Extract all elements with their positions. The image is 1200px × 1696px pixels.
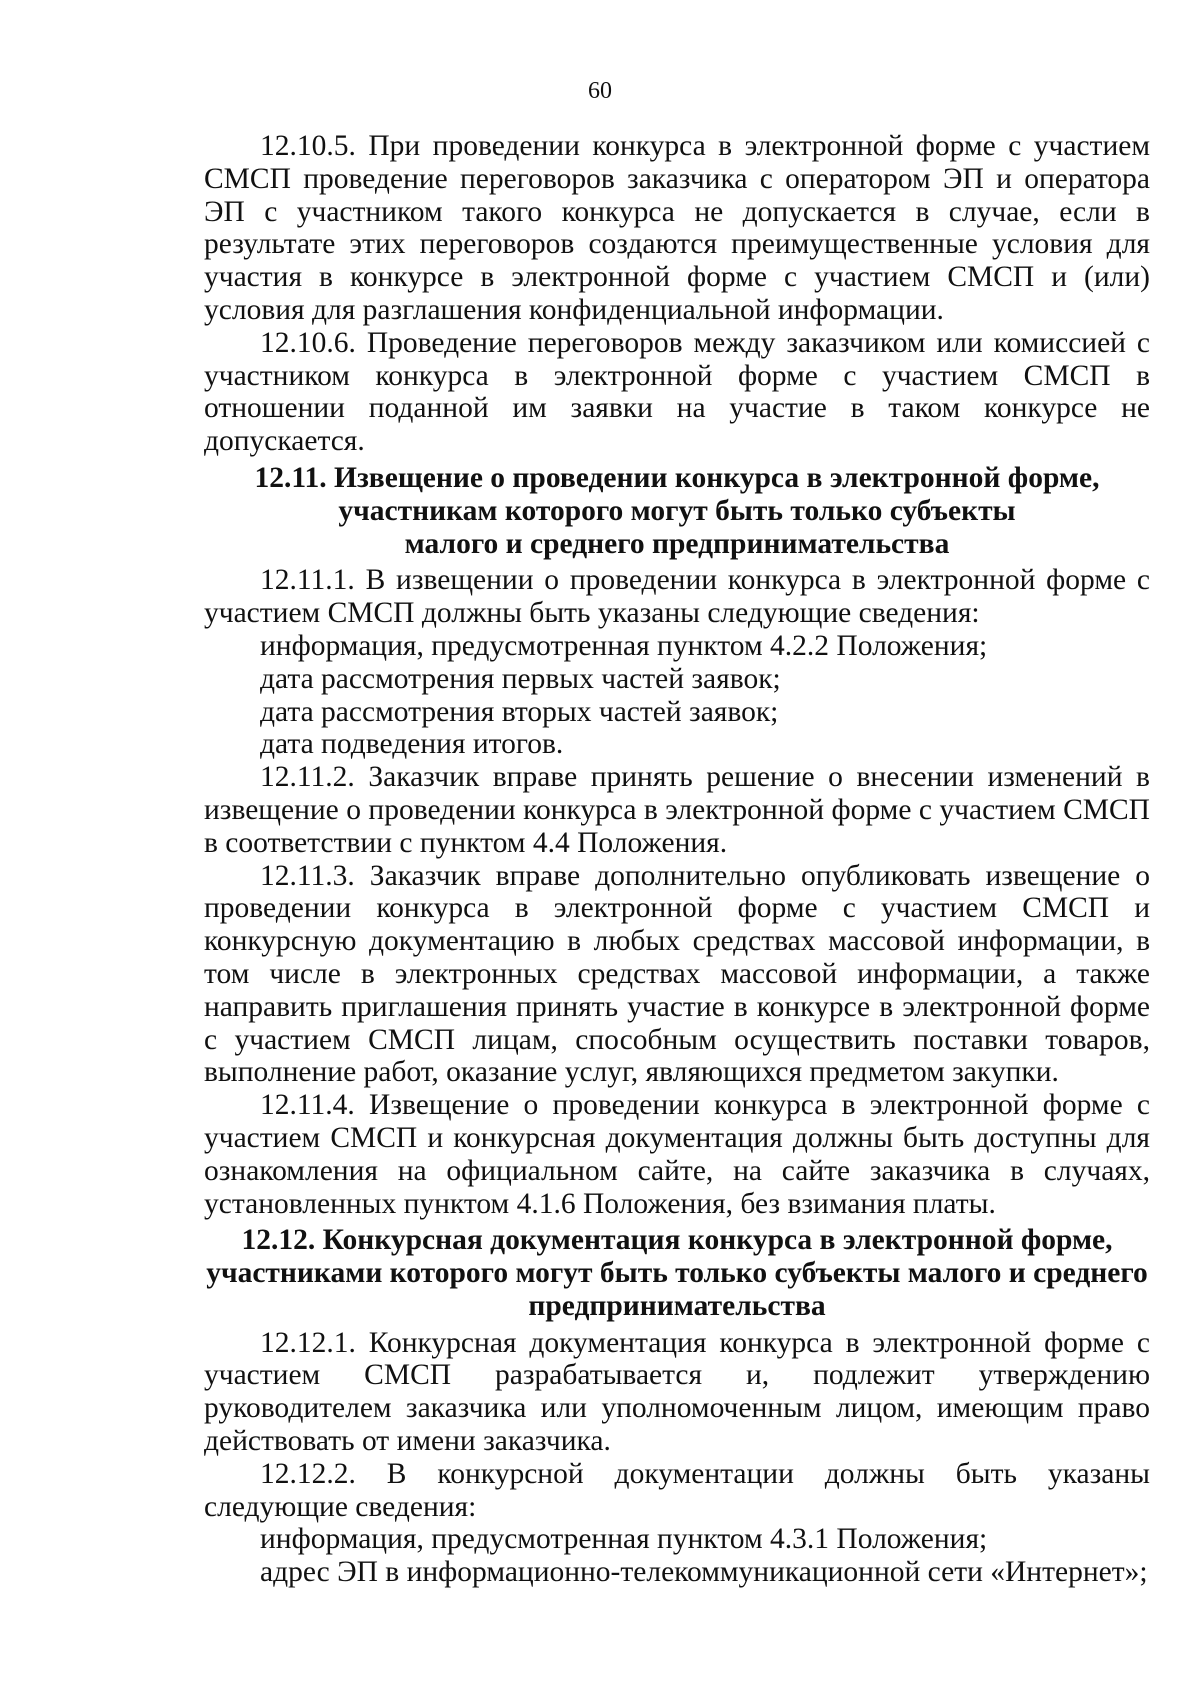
list-item: дата рассмотрения вторых частей заявок; — [260, 695, 779, 728]
list-item: адрес ЭП в информационно-телекоммуникационной сети «Интернет»; — [260, 1556, 1148, 1589]
heading-line: 12.11. Извещение о проведении конкурса в электронной форме, — [254, 461, 1100, 494]
paragraph-12-10-6: 12.10.6. Проведение переговоров между заказчиком или комиссией с участником конкурса в электронной форме с участием СМСП в отношении поданной им заявки на участие в таком конкурсе не допускается. — [204, 326, 1150, 458]
document-body — [204, 130, 1150, 1589]
paragraph-12-11-2: 12.11.2. Заказчик вправе принять решение о внесении изменений в извещение о проведении конкурса в электронной форме с участием СМСП в соответствии с пунктом 4.4 Положения. — [204, 761, 1150, 859]
list-item: дата рассмотрения первых частей заявок; — [260, 662, 781, 695]
page-number: 60 — [588, 78, 612, 104]
paragraph-12-11-4: 12.11.4. Извещение о проведении конкурса в электронной форме с участием СМСП и конкурсная документация должны быть доступны для ознакомления на официальном сайте, на сайте заказчика в случаях, установленных пунктом 4.1.6 Положения, без взимания платы. — [204, 1089, 1150, 1220]
heading-12-11-wrap — [204, 458, 1150, 564]
list-item: информация, предусмотренная пунктом 4.3.1 Положения; — [260, 1523, 988, 1556]
heading-line: 12.12. Конкурсная документация конкурса в электронной форме, — [241, 1224, 1113, 1257]
list-item: дата подведения итогов. — [260, 728, 564, 761]
section-heading-12-11 — [204, 462, 1150, 560]
section-heading-12-12 — [204, 1224, 1150, 1322]
heading-line: предпринимательства — [528, 1289, 826, 1322]
heading-line: малого и среднего предпринимательства — [404, 527, 950, 560]
heading-line: участниками которого могут быть только субъекты малого и среднего — [206, 1257, 1148, 1290]
heading-12-12-wrap — [204, 1220, 1150, 1326]
paragraph-12-11-3: 12.11.3. Заказчик вправе дополнительно опубликовать извещение о проведении конкурса в электронной форме с участием СМСП и конкурсную документацию в любых средствах массовой информации, в том числе в электронных средствах массовой информации, а также направить приглашения принять участие в конкурсе в электронной форме с участием СМСП лицам, способным осуществить поставки товаров, выполнение работ, оказание услуг, являющихся предметом закупки. — [204, 859, 1150, 1089]
paragraph-12-12-1: 12.12.1. Конкурсная документация конкурса в электронной форме с участием СМСП разрабатывается и, подлежит утверждению руководителем заказчика или уполномоченным лицом, имеющим право действовать от имени заказчика. — [204, 1326, 1150, 1458]
paragraph-12-10-5: 12.10.5. При проведении конкурса в электронной форме с участием СМСП проведение переговоров заказчика с оператором ЭП и оператора ЭП с участником такого конкурса не допускается в случае, если в результате этих переговоров создаются преимущественные условия для участия в конкурсе в электронной форме с участием СМСП и (или) условия для разглашения конфиденциальной информации. — [204, 130, 1150, 326]
paragraph-12-11-1: 12.11.1. В извещении о проведении конкурса в электронной форме с участием СМСП должны быть указаны следующие сведения: — [204, 564, 1150, 630]
heading-line: участникам которого могут быть только субъекты — [338, 494, 1016, 527]
paragraph-12-12-2: 12.12.2. В конкурсной документации должны быть указаны следующие сведения: — [204, 1457, 1150, 1523]
list-item: информация, предусмотренная пунктом 4.2.2 Положения; — [260, 629, 988, 662]
